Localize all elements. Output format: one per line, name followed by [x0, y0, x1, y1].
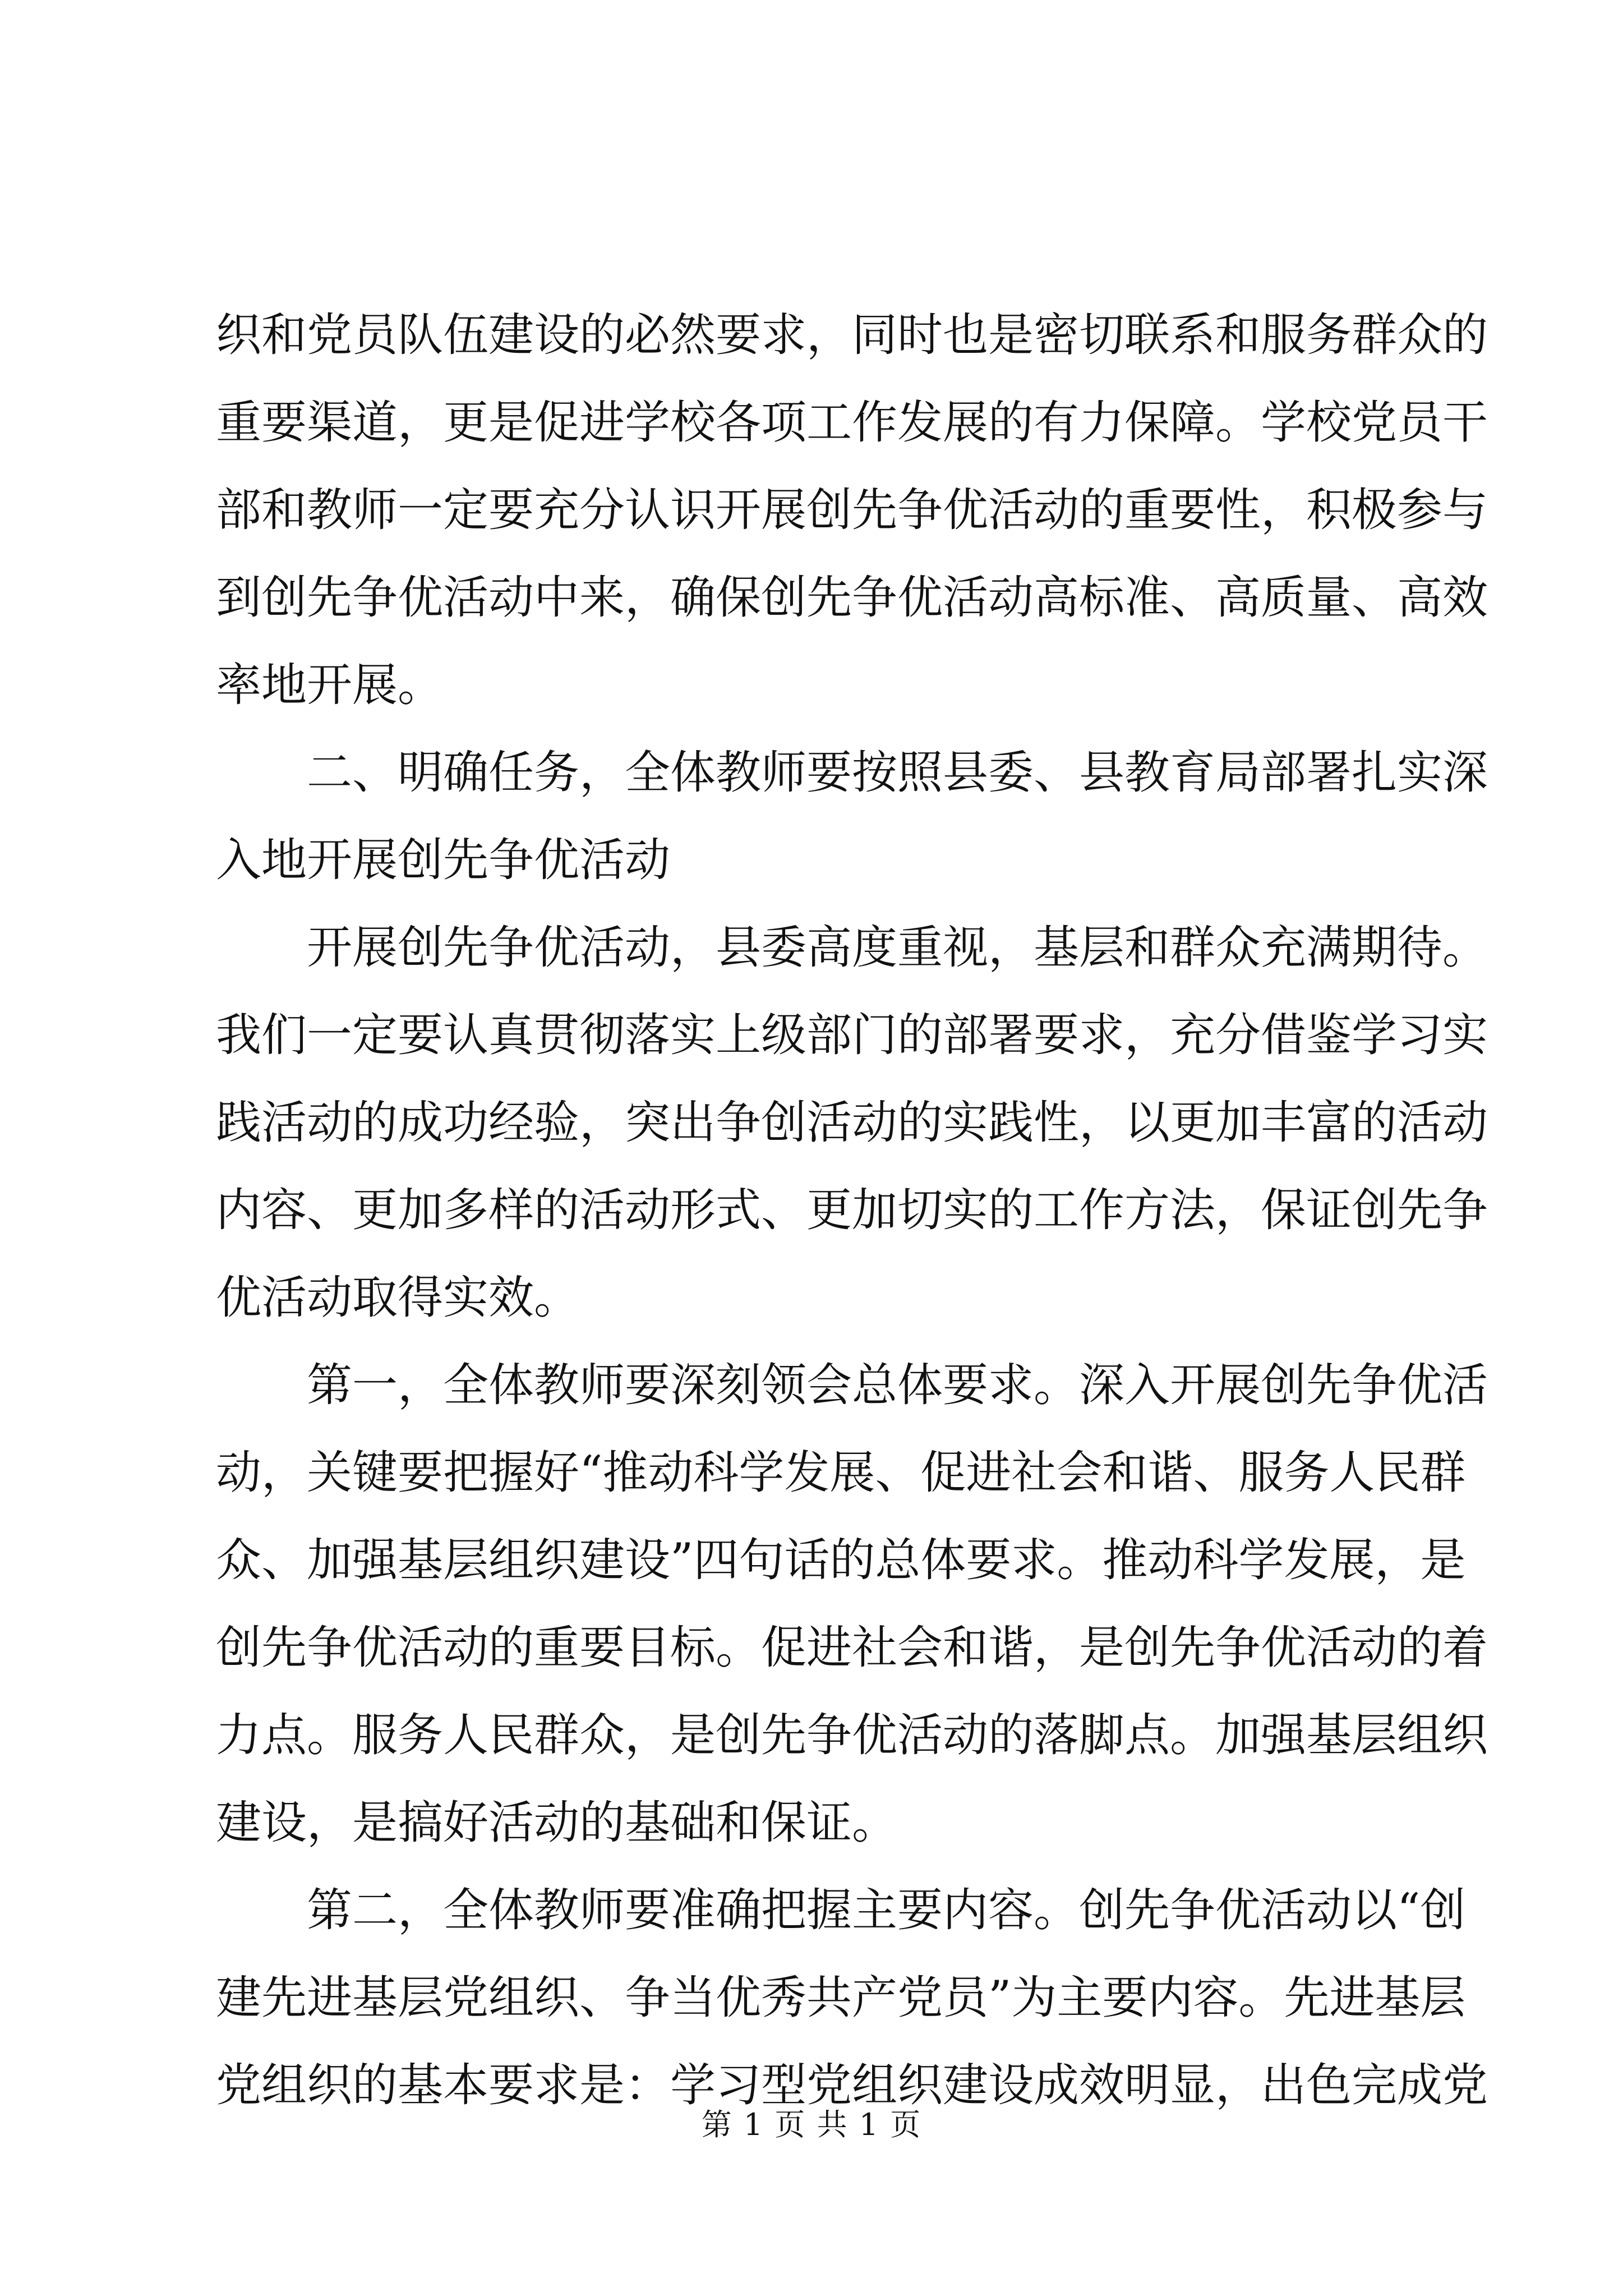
text-line: 织和党员队伍建设的必然要求，同时也是密切联系和服务群众的	[216, 309, 1488, 362]
text-line: 部和教师一定要充分认识开展创先争优活动的重要性，积极参与	[216, 484, 1488, 537]
section-heading-line: 入地开展创先争优活动	[216, 834, 671, 887]
text-line: 内容、更加多样的活动形式、更加切实的工作方法，保证创先争	[216, 1184, 1488, 1237]
text-line: 党组织的基本要求是：学习型党组织建设成效明显，出色完成党	[216, 2059, 1488, 2112]
text-line: 践活动的成功经验，突出争创活动的实践性，以更加丰富的活动	[216, 1097, 1488, 1149]
text-line: 率地开展。	[216, 659, 444, 712]
text-line: 开展创先争优活动，县委高度重视，基层和群众充满期待。	[307, 922, 1488, 974]
document-body	[216, 292, 1488, 2129]
text-line: 建设，是搞好活动的基础和保证。	[216, 1797, 898, 1849]
text-line: 优活动取得实效。	[216, 1272, 580, 1324]
section-heading-line: 二、明确任务，全体教师要按照县委、县教育局部署扎实深	[307, 747, 1488, 799]
page-footer	[0, 2101, 1623, 2144]
page-number-label: 第 1 页 共 1 页	[701, 2107, 922, 2142]
text-line: 动，关键要把握好“推动科学发展、促进社会和谐、服务人民群	[216, 1447, 1466, 1499]
text-line: 力点。服务人民群众，是创先争优活动的落脚点。加强基层组织	[216, 1709, 1488, 1762]
text-line: 创先争优活动的重要目标。促进社会和谐，是创先争优活动的着	[216, 1622, 1488, 1674]
text-line: 我们一定要认真贯彻落实上级部门的部署要求，充分借鉴学习实	[216, 1009, 1488, 1062]
text-line: 到创先争优活动中来，确保创先争优活动高标准、高质量、高效	[216, 572, 1488, 624]
text-line: 重要渠道，更是促进学校各项工作发展的有力保障。学校党员干	[216, 397, 1488, 449]
text-line: 众、加强基层组织建设”四句话的总体要求。推动科学发展，是	[216, 1534, 1466, 1587]
text-line: 第二，全体教师要准确把握主要内容。创先争优活动以“创	[307, 1884, 1466, 1937]
text-line: 第一，全体教师要深刻领会总体要求。深入开展创先争优活	[307, 1359, 1488, 1412]
text-line: 建先进基层党组织、争当优秀共产党员”为主要内容。先进基层	[216, 1972, 1466, 2024]
